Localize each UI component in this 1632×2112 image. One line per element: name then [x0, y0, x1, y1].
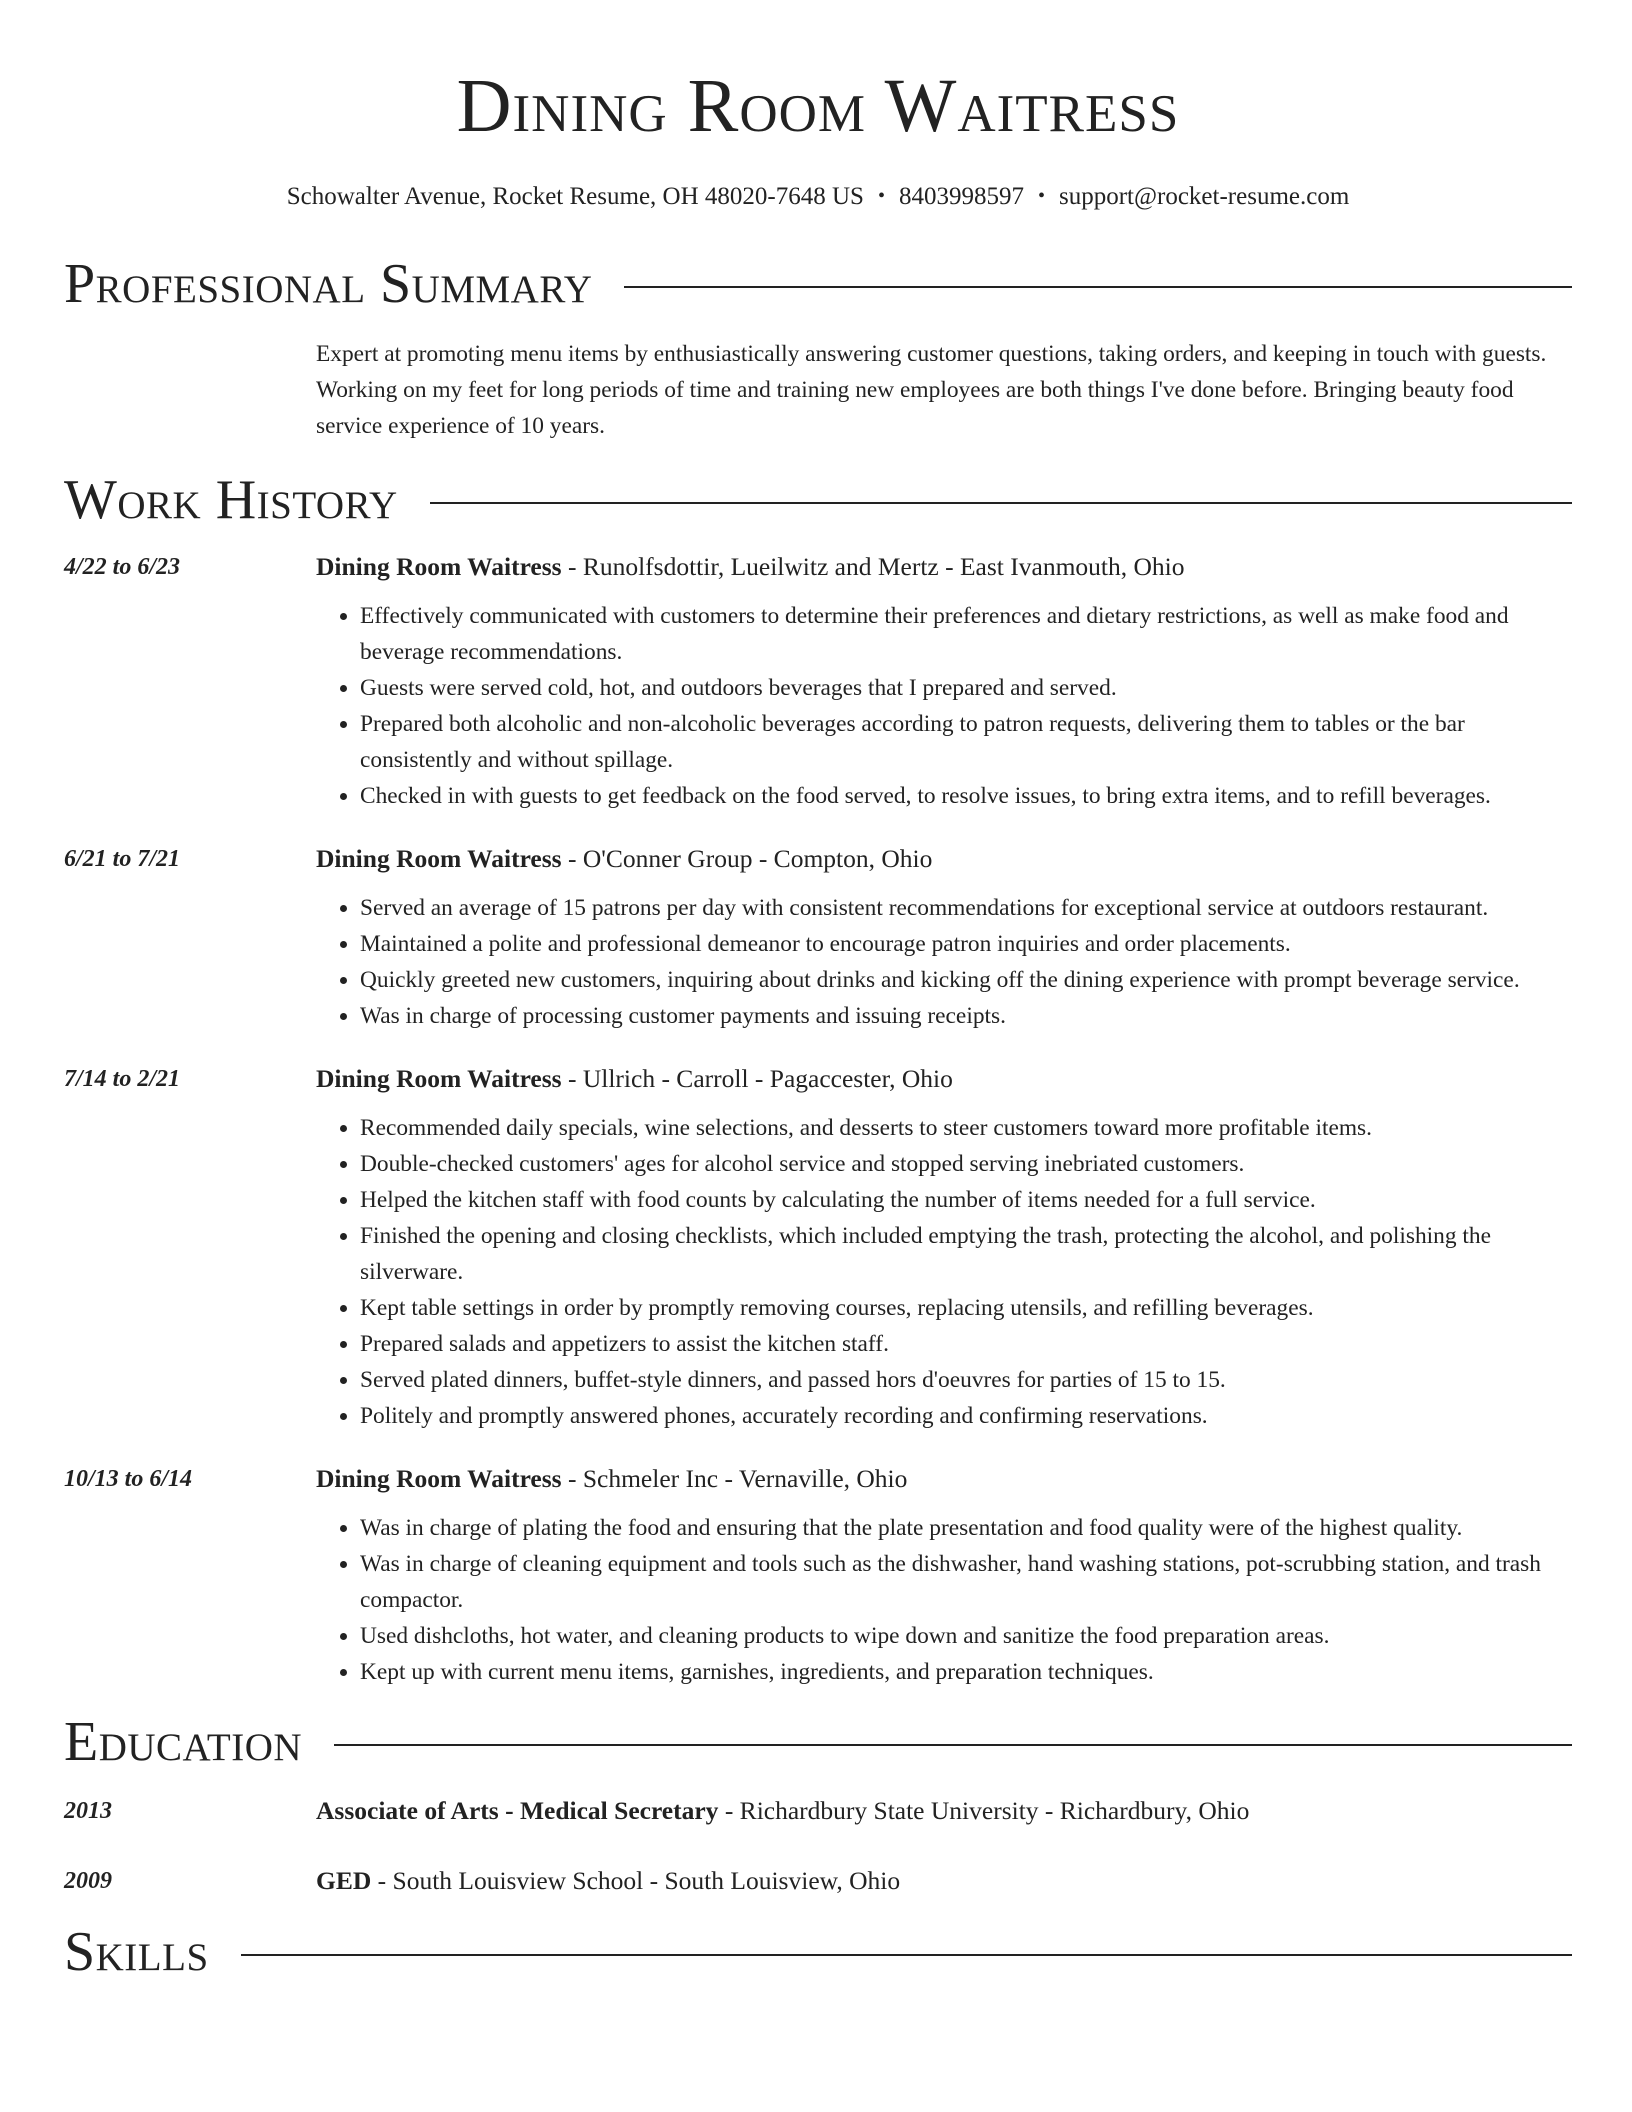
job-bullet: • Maintained a polite and professional demeanor to encourage patron inquiries and order placements. — [360, 926, 1572, 962]
job-entry — [64, 1062, 1572, 1434]
job-bullet: • Kept up with current menu items, garnishes, ingredients, and preparation techniques. — [360, 1654, 1572, 1690]
section-title-education: Education — [64, 1711, 303, 1773]
contact-email: support@rocket-resume.com — [1058, 183, 1350, 210]
job-bullet: • Served an average of 15 patrons per day with consistent recommendations for exceptional service at outdoors restaurant. — [360, 890, 1572, 926]
job-title: Dining Room Waitress — [316, 1464, 562, 1493]
section-title-skills: Skills — [64, 1921, 209, 1983]
job-bullet: • Was in charge of plating the food and ensuring that the plate presentation and food quality were of the highest quality. — [360, 1510, 1572, 1546]
section-divider — [624, 286, 1572, 288]
contact-separator: • — [877, 185, 885, 207]
contact-separator: • — [1037, 185, 1045, 207]
job-title-line — [316, 1462, 1572, 1496]
education-entry — [64, 1864, 1572, 1898]
section-divider — [430, 502, 1572, 504]
job-title: Dining Room Waitress — [316, 1064, 562, 1093]
job-bullet: • Double-checked customers' ages for alcohol service and stopped serving inebriated customers. — [360, 1146, 1572, 1182]
job-bullet: • Helped the kitchen staff with food counts by calculating the number of items needed for a full service. — [360, 1182, 1572, 1218]
education-year: 2013 — [64, 1798, 112, 1824]
job-employer-location: - Runolfsdottir, Lueilwitz and Mertz - East Ivanmouth, Ohio — [561, 552, 1185, 581]
job-body — [316, 550, 1572, 814]
education-degree: Associate of Arts - Medical Secretary — [316, 1796, 719, 1825]
job-bullet: • Prepared both alcoholic and non-alcoholic beverages according to patron requests, delivering them to tables or the bar consistently and without spillage. — [360, 706, 1572, 778]
job-bullet-list — [316, 1110, 1572, 1434]
education-school-location: - Richardbury State University - Richardbury, Ohio — [718, 1796, 1250, 1825]
job-bullet-list — [316, 890, 1572, 1034]
job-entry — [64, 842, 1572, 1034]
job-bullet: • Politely and promptly answered phones, accurately recording and confirming reservations. — [360, 1398, 1572, 1434]
job-bullet: • Was in charge of processing customer payments and issuing receipts. — [360, 998, 1572, 1034]
job-bullet: • Kept table settings in order by promptly removing courses, replacing utensils, and refilling beverages. — [360, 1290, 1572, 1326]
education-body — [316, 1864, 1572, 1898]
job-entry — [64, 550, 1572, 814]
candidate-name: Dining Room Waitress — [456, 64, 1180, 148]
job-bullet: • Guests were served cold, hot, and outdoors beverages that I prepared and served. — [360, 670, 1572, 706]
job-dates: 6/21 to 7/21 — [64, 846, 181, 872]
skills-section-header — [64, 1921, 1572, 1983]
education-section-header — [64, 1711, 1572, 1773]
job-dates: 7/14 to 2/21 — [64, 1066, 181, 1092]
work-history-list — [64, 550, 1572, 1690]
education-list — [64, 1794, 1572, 1898]
education-degree: GED — [316, 1866, 372, 1895]
summary-section-header — [64, 253, 1572, 315]
job-employer-location: - Ullrich - Carroll - Pagaccester, Ohio — [561, 1064, 953, 1093]
job-dates: 4/22 to 6/23 — [64, 554, 181, 580]
work-section-header — [64, 469, 1572, 531]
education-school-location: - South Louisview School - South Louisview, Ohio — [371, 1866, 901, 1895]
job-bullet: • Served plated dinners, buffet-style dinners, and passed hors d'oeuvres for parties of 15 to 15. — [360, 1362, 1572, 1398]
job-bullet: • Checked in with guests to get feedback on the food served, to resolve issues, to bring extra items, and to refill beverages. — [360, 778, 1572, 814]
education-year: 2009 — [64, 1868, 112, 1894]
job-bullet: • Prepared salads and appetizers to assist the kitchen staff. — [360, 1326, 1572, 1362]
job-bullet: • Used dishcloths, hot water, and cleaning products to wipe down and sanitize the food preparation areas. — [360, 1618, 1572, 1654]
section-title-summary: Professional Summary — [64, 253, 593, 315]
job-body — [316, 842, 1572, 1034]
job-title: Dining Room Waitress — [316, 552, 562, 581]
job-bullet: • Finished the opening and closing checklists, which included emptying the trash, protecting the alcohol, and polishing the silverware. — [360, 1218, 1572, 1290]
job-title-line — [316, 1062, 1572, 1096]
summary-text: Expert at promoting menu items by enthusiastically answering customer questions, taking orders, and keeping in touch with guests. Working on my feet for long periods of time and training new employees are both things I've done before. Bringing beauty food service experience of 10 years. — [316, 341, 1547, 439]
section-title-work: Work History — [64, 469, 398, 531]
job-bullet: • Was in charge of cleaning equipment and tools such as the dishwasher, hand washing stations, pot-scrubbing station, and trash compactor. — [360, 1546, 1572, 1618]
education-body — [316, 1794, 1572, 1828]
job-body — [316, 1062, 1572, 1434]
job-entry — [64, 1462, 1572, 1690]
contact-phone: 8403998597 — [898, 183, 1024, 210]
contact-address: Schowalter Avenue, Rocket Resume, OH 48020-7648 US — [286, 183, 864, 210]
job-title: Dining Room Waitress — [316, 844, 562, 873]
education-title-line — [316, 1864, 1572, 1898]
section-divider — [334, 1744, 1572, 1746]
job-bullet: • Recommended daily specials, wine selections, and desserts to steer customers toward more profitable items. — [360, 1110, 1572, 1146]
job-employer-location: - O'Conner Group - Compton, Ohio — [561, 844, 933, 873]
job-bullet-list — [316, 598, 1572, 814]
contact-line — [64, 182, 1572, 212]
job-bullet-list — [316, 1510, 1572, 1690]
job-employer-location: - Schmeler Inc - Vernaville, Ohio — [561, 1464, 908, 1493]
section-divider — [241, 1954, 1572, 1956]
job-dates: 10/13 to 6/14 — [64, 1466, 193, 1492]
job-bullet: • Effectively communicated with customers to determine their preferences and dietary restrictions, as well as make food and beverage recommendations. — [360, 598, 1572, 670]
education-title-line — [316, 1794, 1572, 1828]
job-bullet: • Quickly greeted new customers, inquiring about drinks and kicking off the dining experience with prompt beverage service. — [360, 962, 1572, 998]
education-entry — [64, 1794, 1572, 1828]
job-body — [316, 1462, 1572, 1690]
job-title-line — [316, 842, 1572, 876]
job-title-line — [316, 550, 1572, 584]
